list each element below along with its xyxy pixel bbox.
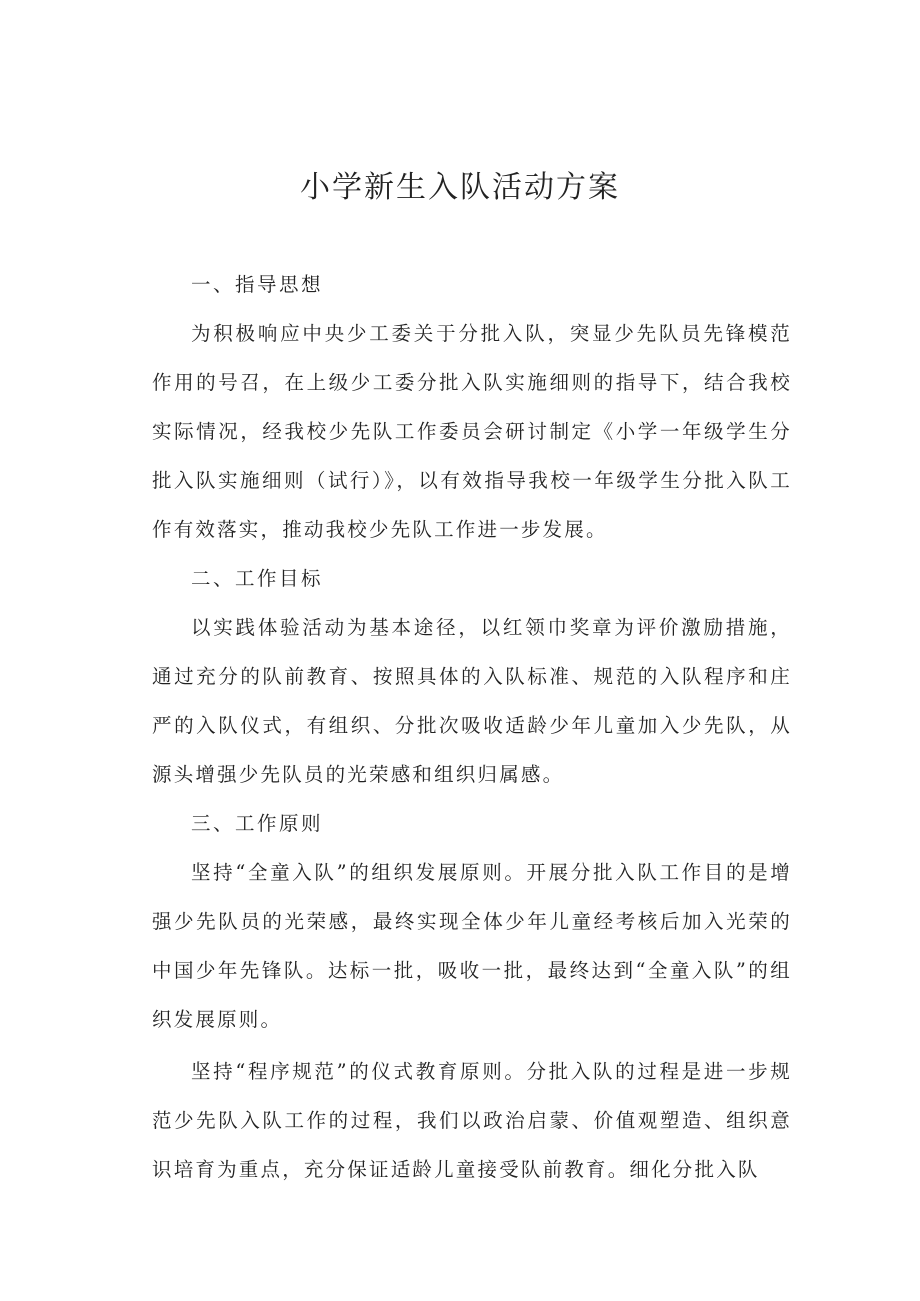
paragraph-principle-all-children: 坚持“全童入队”的组织发展原则。开展分批入队工作目的是增强少先队员的光荣感，最终实现全体少年儿童经考核后加入光荣的中国少年先锋队。达标一批，吸收一批，最终达到“全童入队”的组织发展原则。	[152, 861, 792, 1031]
document-body	[152, 260, 792, 1194]
section-heading-guiding-ideology: 一、指导思想	[191, 273, 324, 296]
paragraph-principle-standard-procedure: 坚持“程序规范”的仪式教育原则。分批入队的过程是进一步规范少先队入队工作的过程，我们以政治启蒙、价值观塑造、组织意识培育为重点，充分保证适龄儿童接受队前教育。细化分批入队	[152, 1060, 792, 1181]
paragraph-guiding-ideology: 为积极响应中央少工委关于分批入队，突显少先队员先锋模范作用的号召，在上级少工委分批入队实施细则的指导下，结合我校实际情况，经我校少先队工作委员会研讨制定《小学一年级学生分批入队实施细则（试行）》，以有效指导我校一年级学生分批入队工作有效落实，推动我校少先队工作进一步发展。	[152, 322, 792, 541]
section-heading-work-principles: 三、工作原则	[191, 812, 324, 835]
paragraph-work-goals: 以实践体验活动为基本途径，以红领巾奖章为评价激励措施，通过充分的队前教育、按照具体的入队标准、规范的入队程序和庄严的入队仪式，有组织、分批次吸收适龄少年儿童加入少先队，从源头增强少先队员的光荣感和组织归属感。	[152, 616, 792, 786]
document-title: 小学新生入队活动方案	[300, 170, 620, 205]
section-heading-work-goals: 二、工作目标	[191, 567, 324, 590]
